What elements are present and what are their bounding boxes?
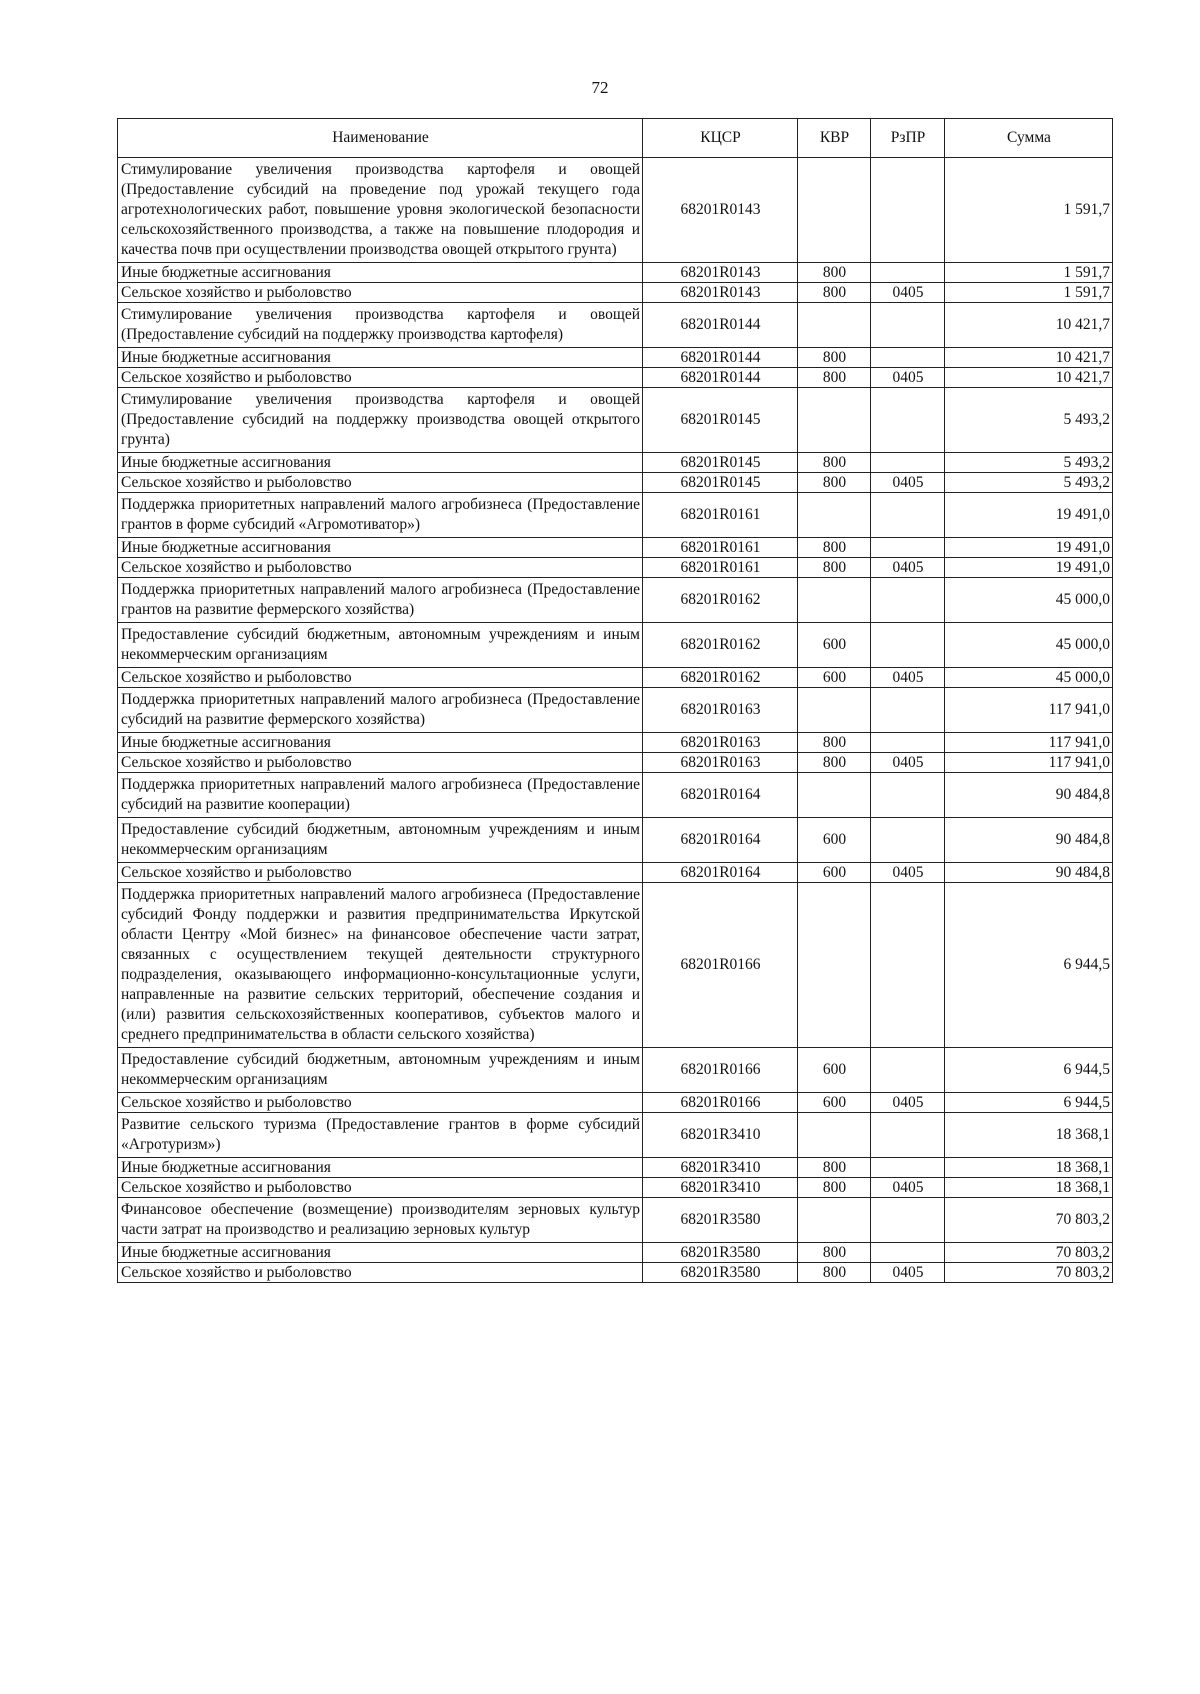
cell-rzpr: 0405 [871, 1178, 945, 1198]
cell-sum: 117 941,0 [945, 733, 1113, 753]
cell-rzpr [871, 623, 945, 668]
header-sum: Сумма [945, 119, 1113, 158]
table-row [118, 303, 1113, 348]
table-row [118, 773, 1113, 818]
cell-kcsr: 68201R0162 [643, 578, 798, 623]
cell-kvr [798, 1113, 871, 1158]
table-body [118, 158, 1113, 1283]
table-row [118, 1198, 1113, 1243]
table-row [118, 283, 1113, 303]
cell-name: Сельское хозяйство и рыболовство [118, 1178, 643, 1198]
cell-name: Сельское хозяйство и рыболовство [118, 1093, 643, 1113]
cell-sum: 70 803,2 [945, 1243, 1113, 1263]
cell-rzpr [871, 1243, 945, 1263]
cell-sum: 45 000,0 [945, 623, 1113, 668]
cell-rzpr [871, 493, 945, 538]
cell-rzpr [871, 158, 945, 263]
cell-sum: 70 803,2 [945, 1198, 1113, 1243]
cell-sum: 5 493,2 [945, 453, 1113, 473]
header-kcsr: КЦСР [643, 119, 798, 158]
table-row [118, 623, 1113, 668]
cell-kcsr: 68201R0145 [643, 388, 798, 453]
cell-kcsr: 68201R0166 [643, 1093, 798, 1113]
cell-name: Сельское хозяйство и рыболовство [118, 368, 643, 388]
cell-name: Сельское хозяйство и рыболовство [118, 473, 643, 493]
cell-kvr [798, 158, 871, 263]
cell-kvr: 600 [798, 668, 871, 688]
cell-kcsr: 68201R0164 [643, 818, 798, 863]
cell-sum: 18 368,1 [945, 1113, 1113, 1158]
cell-kvr [798, 883, 871, 1048]
cell-name: Сельское хозяйство и рыболовство [118, 668, 643, 688]
cell-kvr: 600 [798, 1093, 871, 1113]
table-row [118, 388, 1113, 453]
cell-sum: 18 368,1 [945, 1178, 1113, 1198]
cell-kcsr: 68201R0144 [643, 348, 798, 368]
cell-name: Иные бюджетные ассигнования [118, 733, 643, 753]
cell-kcsr: 68201R0163 [643, 753, 798, 773]
cell-name: Поддержка приоритетных направлений малого агробизнеса (Предоставление субсидий Фонду поддержки и развития предпринимательства Иркутской области Центру «Мой бизнес» на финансовое обеспечение части затрат, связанных с осуществлением текущей деятельности структурного подразделения, оказывающего информационно-консультационные услуги, направленные на развитие сельских территорий, обеспечение создания и (или) развития сельскохозяйственных кооперативов, субъектов малого и среднего предпринимательства в области сельского хозяйства) [118, 883, 643, 1048]
cell-rzpr [871, 348, 945, 368]
cell-kvr: 800 [798, 1263, 871, 1283]
cell-rzpr [871, 733, 945, 753]
cell-kcsr: 68201R3580 [643, 1243, 798, 1263]
cell-kvr: 800 [798, 283, 871, 303]
cell-kvr: 800 [798, 348, 871, 368]
cell-rzpr [871, 1048, 945, 1093]
cell-sum: 1 591,7 [945, 263, 1113, 283]
cell-kcsr: 68201R0143 [643, 283, 798, 303]
cell-name: Развитие сельского туризма (Предоставление грантов в форме субсидий «Агротуризм») [118, 1113, 643, 1158]
cell-sum: 5 493,2 [945, 388, 1113, 453]
cell-rzpr [871, 818, 945, 863]
table-row [118, 1243, 1113, 1263]
cell-kcsr: 68201R0145 [643, 473, 798, 493]
cell-sum: 10 421,7 [945, 348, 1113, 368]
cell-kcsr: 68201R0144 [643, 368, 798, 388]
table-row [118, 1048, 1113, 1093]
cell-name: Стимулирование увеличения производства картофеля и овощей (Предоставление субсидий на проведение под урожай текущего года агротехнологических работ, повышение уровня экологической безопасности сельскохозяйственного производства, а также на повышение плодородия и качества почв при осуществлении производства овощей открытого грунта) [118, 158, 643, 263]
cell-rzpr: 0405 [871, 558, 945, 578]
cell-kcsr: 68201R3410 [643, 1178, 798, 1198]
cell-sum: 90 484,8 [945, 818, 1113, 863]
cell-sum: 6 944,5 [945, 1093, 1113, 1113]
cell-sum: 90 484,8 [945, 773, 1113, 818]
cell-sum: 117 941,0 [945, 688, 1113, 733]
cell-rzpr [871, 453, 945, 473]
cell-name: Иные бюджетные ассигнования [118, 1243, 643, 1263]
cell-kcsr: 68201R0143 [643, 263, 798, 283]
cell-kvr [798, 303, 871, 348]
table-row [118, 558, 1113, 578]
table-header-row [118, 119, 1113, 158]
cell-name: Предоставление субсидий бюджетным, автономным учреждениям и иным некоммерческим организациям [118, 623, 643, 668]
cell-sum: 117 941,0 [945, 753, 1113, 773]
header-rzpr: РзПР [871, 119, 945, 158]
table-row [118, 578, 1113, 623]
table-row [118, 1093, 1113, 1113]
cell-sum: 45 000,0 [945, 668, 1113, 688]
table-row [118, 473, 1113, 493]
table-row [118, 453, 1113, 473]
cell-kvr: 800 [798, 558, 871, 578]
cell-name: Предоставление субсидий бюджетным, автономным учреждениям и иным некоммерческим организациям [118, 1048, 643, 1093]
table-row [118, 1263, 1113, 1283]
table-row [118, 1158, 1113, 1178]
cell-name: Поддержка приоритетных направлений малого агробизнеса (Предоставление грантов на развитие фермерского хозяйства) [118, 578, 643, 623]
cell-name: Иные бюджетные ассигнования [118, 538, 643, 558]
cell-sum: 1 591,7 [945, 283, 1113, 303]
table-row [118, 263, 1113, 283]
cell-kcsr: 68201R0143 [643, 158, 798, 263]
cell-kvr: 800 [798, 368, 871, 388]
cell-kcsr: 68201R0161 [643, 493, 798, 538]
cell-kcsr: 68201R0164 [643, 863, 798, 883]
cell-sum: 19 491,0 [945, 558, 1113, 578]
cell-rzpr: 0405 [871, 473, 945, 493]
header-name: Наименование [118, 119, 643, 158]
cell-rzpr [871, 688, 945, 733]
table-row [118, 1113, 1113, 1158]
table-row [118, 753, 1113, 773]
cell-kvr [798, 578, 871, 623]
cell-sum: 1 591,7 [945, 158, 1113, 263]
cell-sum: 19 491,0 [945, 538, 1113, 558]
cell-rzpr: 0405 [871, 668, 945, 688]
cell-name: Иные бюджетные ассигнования [118, 348, 643, 368]
cell-kcsr: 68201R0162 [643, 623, 798, 668]
cell-rzpr: 0405 [871, 283, 945, 303]
cell-name: Сельское хозяйство и рыболовство [118, 863, 643, 883]
cell-kvr: 600 [798, 623, 871, 668]
cell-kvr: 600 [798, 1048, 871, 1093]
cell-name: Иные бюджетные ассигнования [118, 1158, 643, 1178]
cell-kvr: 800 [798, 753, 871, 773]
budget-table [117, 118, 1113, 1283]
table-row [118, 158, 1113, 263]
cell-sum: 10 421,7 [945, 368, 1113, 388]
cell-kvr [798, 688, 871, 733]
cell-rzpr [871, 578, 945, 623]
cell-kcsr: 68201R0164 [643, 773, 798, 818]
cell-kvr: 800 [798, 538, 871, 558]
cell-kvr [798, 1198, 871, 1243]
cell-kvr [798, 493, 871, 538]
cell-kcsr: 68201R0161 [643, 538, 798, 558]
table-row [118, 688, 1113, 733]
cell-rzpr [871, 388, 945, 453]
cell-rzpr: 0405 [871, 753, 945, 773]
cell-kvr: 800 [798, 473, 871, 493]
cell-kcsr: 68201R0163 [643, 733, 798, 753]
cell-rzpr [871, 263, 945, 283]
cell-rzpr: 0405 [871, 863, 945, 883]
cell-rzpr: 0405 [871, 1263, 945, 1283]
cell-kvr: 800 [798, 1243, 871, 1263]
cell-rzpr: 0405 [871, 368, 945, 388]
cell-name: Поддержка приоритетных направлений малого агробизнеса (Предоставление субсидий на развитие фермерского хозяйства) [118, 688, 643, 733]
cell-kvr [798, 773, 871, 818]
page-number: 72 [591, 78, 609, 97]
table-row [118, 883, 1113, 1048]
cell-kvr: 800 [798, 733, 871, 753]
cell-kcsr: 68201R3580 [643, 1198, 798, 1243]
cell-kvr: 800 [798, 453, 871, 473]
cell-sum: 6 944,5 [945, 1048, 1113, 1093]
table-row [118, 1178, 1113, 1198]
header-kvr: КВР [798, 119, 871, 158]
cell-kcsr: 68201R3580 [643, 1263, 798, 1283]
cell-sum: 45 000,0 [945, 578, 1113, 623]
cell-rzpr [871, 303, 945, 348]
cell-sum: 90 484,8 [945, 863, 1113, 883]
cell-rzpr [871, 1158, 945, 1178]
cell-name: Стимулирование увеличения производства картофеля и овощей (Предоставление субсидий на поддержку производства овощей открытого грунта) [118, 388, 643, 453]
cell-name: Сельское хозяйство и рыболовство [118, 753, 643, 773]
table-row [118, 368, 1113, 388]
cell-sum: 6 944,5 [945, 883, 1113, 1048]
cell-kvr: 800 [798, 263, 871, 283]
table-row [118, 348, 1113, 368]
cell-sum: 19 491,0 [945, 493, 1113, 538]
cell-kcsr: 68201R0145 [643, 453, 798, 473]
cell-kcsr: 68201R0162 [643, 668, 798, 688]
cell-name: Предоставление субсидий бюджетным, автономным учреждениям и иным некоммерческим организациям [118, 818, 643, 863]
cell-rzpr [871, 1198, 945, 1243]
cell-sum: 10 421,7 [945, 303, 1113, 348]
cell-kvr: 800 [798, 1158, 871, 1178]
cell-rzpr [871, 773, 945, 818]
cell-name: Иные бюджетные ассигнования [118, 453, 643, 473]
cell-name: Сельское хозяйство и рыболовство [118, 283, 643, 303]
cell-name: Стимулирование увеличения производства картофеля и овощей (Предоставление субсидий на поддержку производства картофеля) [118, 303, 643, 348]
cell-kcsr: 68201R0144 [643, 303, 798, 348]
cell-kcsr: 68201R0163 [643, 688, 798, 733]
cell-kvr: 600 [798, 863, 871, 883]
cell-name: Финансовое обеспечение (возмещение) производителям зерновых культур части затрат на производство и реализацию зерновых культур [118, 1198, 643, 1243]
table-row [118, 863, 1113, 883]
table-row [118, 733, 1113, 753]
cell-name: Поддержка приоритетных направлений малого агробизнеса (Предоставление субсидий на развитие кооперации) [118, 773, 643, 818]
cell-name: Сельское хозяйство и рыболовство [118, 1263, 643, 1283]
cell-kcsr: 68201R0166 [643, 1048, 798, 1093]
cell-sum: 5 493,2 [945, 473, 1113, 493]
cell-kcsr: 68201R0161 [643, 558, 798, 578]
cell-kvr: 600 [798, 818, 871, 863]
cell-name: Сельское хозяйство и рыболовство [118, 558, 643, 578]
cell-sum: 70 803,2 [945, 1263, 1113, 1283]
cell-rzpr: 0405 [871, 1093, 945, 1113]
cell-rzpr [871, 1113, 945, 1158]
cell-kvr [798, 388, 871, 453]
table-row [118, 493, 1113, 538]
cell-kcsr: 68201R3410 [643, 1158, 798, 1178]
cell-rzpr [871, 883, 945, 1048]
table-row [118, 668, 1113, 688]
cell-kcsr: 68201R3410 [643, 1113, 798, 1158]
cell-sum: 18 368,1 [945, 1158, 1113, 1178]
table-row [118, 538, 1113, 558]
cell-rzpr [871, 538, 945, 558]
cell-name: Иные бюджетные ассигнования [118, 263, 643, 283]
table-row [118, 818, 1113, 863]
cell-name: Поддержка приоритетных направлений малого агробизнеса (Предоставление грантов в форме субсидий «Агромотиватор») [118, 493, 643, 538]
cell-kcsr: 68201R0166 [643, 883, 798, 1048]
cell-kvr: 800 [798, 1178, 871, 1198]
